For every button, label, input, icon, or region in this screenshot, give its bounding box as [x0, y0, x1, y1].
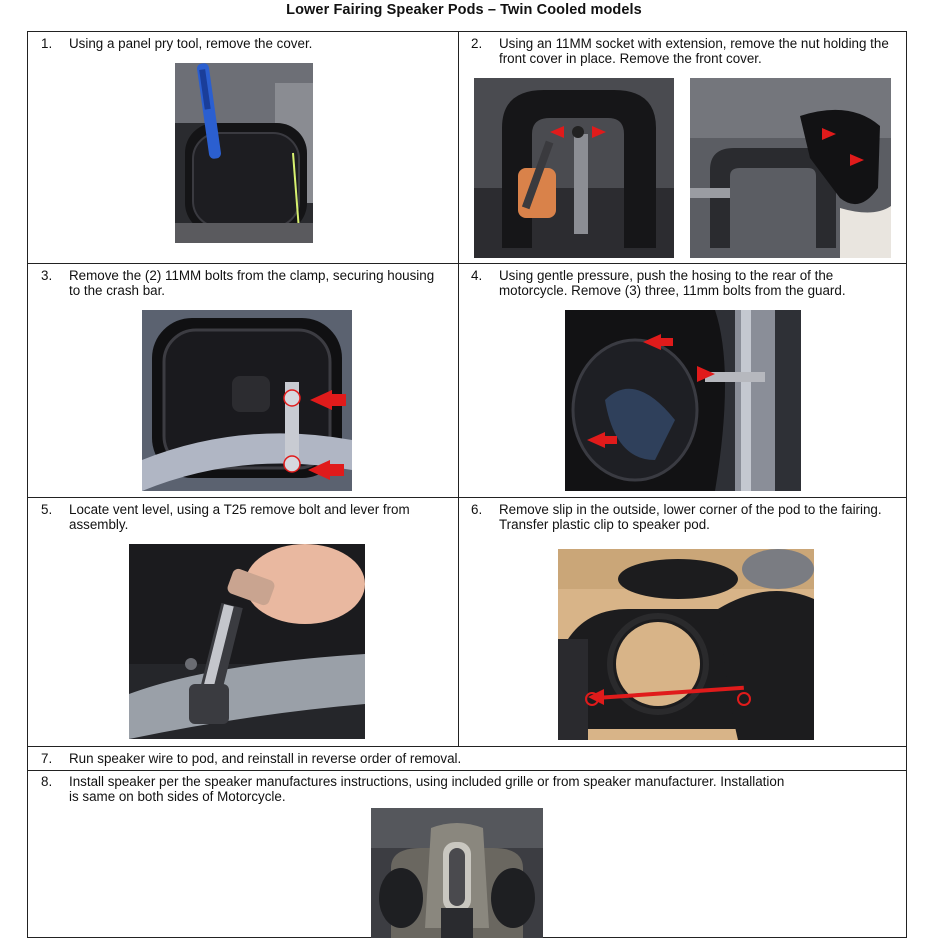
step-number: 4. [471, 268, 483, 283]
step-4-photo [565, 310, 801, 491]
step-text: Using a panel pry tool, remove the cover. [69, 36, 313, 51]
step-number: 7. [41, 751, 53, 766]
document-title: Lower Fairing Speaker Pods – Twin Cooled models [286, 2, 642, 18]
step-number: 2. [471, 36, 483, 51]
step-2-photo-right [690, 78, 891, 258]
step-number: 6. [471, 502, 483, 517]
step-2-photo-left [474, 78, 674, 258]
step-text: Remove the (2) 11MM bolts from the clamp, securing housing to the crash bar. [69, 268, 435, 298]
step-text: Run speaker wire to pod, and reinstall in reverse order of removal. [69, 751, 462, 766]
row-divider [28, 263, 906, 264]
step-text: Using gentle pressure, push the hosing to the rear of the motorcycle. Remove (3) three, 11mm bolts from the guard. [499, 268, 846, 298]
step-text: Locate vent level, using a T25 remove bolt and lever from assembly. [69, 502, 410, 532]
column-divider [458, 32, 459, 746]
instruction-table [27, 31, 907, 938]
step-text: Using an 11MM socket with extension, remove the nut holding the front cover in place. Remove the front cover. [499, 36, 889, 66]
row-divider [28, 770, 906, 771]
step-3-photo [142, 310, 352, 491]
step-5-photo [129, 544, 365, 739]
step-1-photo [175, 63, 313, 243]
step-text: Remove slip in the outside, lower corner of the pod to the fairing. Transfer plastic clip to speaker pod. [499, 502, 882, 532]
step-number: 5. [41, 502, 53, 517]
row-divider [28, 746, 906, 747]
step-number: 8. [41, 774, 53, 789]
row-divider [28, 497, 906, 498]
step-text: Install speaker per the speaker manufactures instructions, using included grille or from speaker manufacturer. Installation is same on both sides of Motorcycle. [69, 774, 785, 804]
step-6-photo [558, 549, 814, 740]
step-number: 1. [41, 36, 53, 51]
step-8-photo [371, 808, 543, 938]
step-number: 3. [41, 268, 53, 283]
